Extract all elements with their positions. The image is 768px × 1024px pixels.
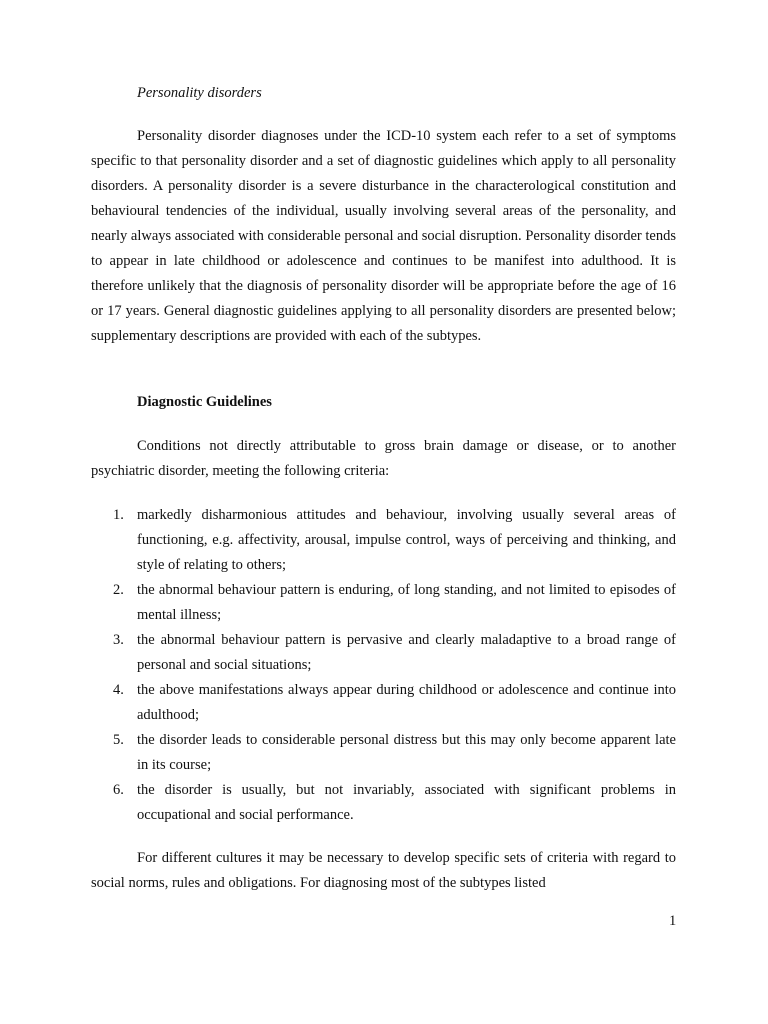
list-number: 1. [113, 507, 124, 523]
page-number: 1 [669, 913, 677, 929]
list-item [91, 728, 676, 778]
list-item [91, 678, 676, 728]
diagnostic-guidelines-heading: Diagnostic Guidelines [137, 394, 272, 410]
list-item [91, 778, 676, 828]
section-title: Personality disorders [137, 85, 262, 101]
list-item-text: the disorder leads to considerable personal distress but this may only become apparent late in its course; [137, 732, 676, 773]
list-item [91, 503, 676, 578]
list-item [91, 578, 676, 628]
guidelines-intro-paragraph: Conditions not directly attributable to gross brain damage or disease, or to another psychiatric disorder, meeting the following criteria: [91, 438, 676, 479]
intro-paragraph: Personality disorder diagnoses under the ICD-10 system each refer to a set of symptoms specific to that personality disorder and a set of diagnostic guidelines which apply to all personality disorders. A personality disorder is a severe disturbance in the characterological constitution and behavioural tendencies of the individual, usually involving several areas of the personality, and nearly always associated with considerable personal and social disruption. Personality disorder tends to appear in late childhood or adolescence and continues to be manifest into adulthood. It is therefore unlikely that the diagnosis of personality disorder will be appropriate before the age of 16 or 17 years. General diagnostic guidelines applying to all personality disorders are presented below; supplementary descriptions are provided with each of the subtypes. [91, 128, 676, 344]
list-item-text: markedly disharmonious attitudes and behaviour, involving usually several areas of functioning, e.g. affectivity, arousal, impulse control, ways of perceiving and thinking, and style of relating to others; [137, 507, 676, 573]
list-number: 3. [113, 632, 124, 648]
list-item-text: the abnormal behaviour pattern is pervasive and clearly maladaptive to a broad range of personal and social situations; [137, 632, 676, 673]
list-number: 4. [113, 682, 124, 698]
list-number: 5. [113, 732, 124, 748]
list-number: 6. [113, 782, 124, 798]
list-item-text: the above manifestations always appear during childhood or adolescence and continue into adulthood; [137, 682, 676, 723]
list-item-text: the disorder is usually, but not invariably, associated with significant problems in occupational and social performance. [137, 782, 676, 823]
list-item-text: the abnormal behaviour pattern is enduring, of long standing, and not limited to episodes of mental illness; [137, 582, 676, 623]
list-item [91, 628, 676, 678]
list-number: 2. [113, 582, 124, 598]
criteria-list [91, 503, 676, 828]
closing-paragraph: For different cultures it may be necessary to develop specific sets of criteria with regard to social norms, rules and obligations. For diagnosing most of the subtypes listed [91, 850, 676, 891]
